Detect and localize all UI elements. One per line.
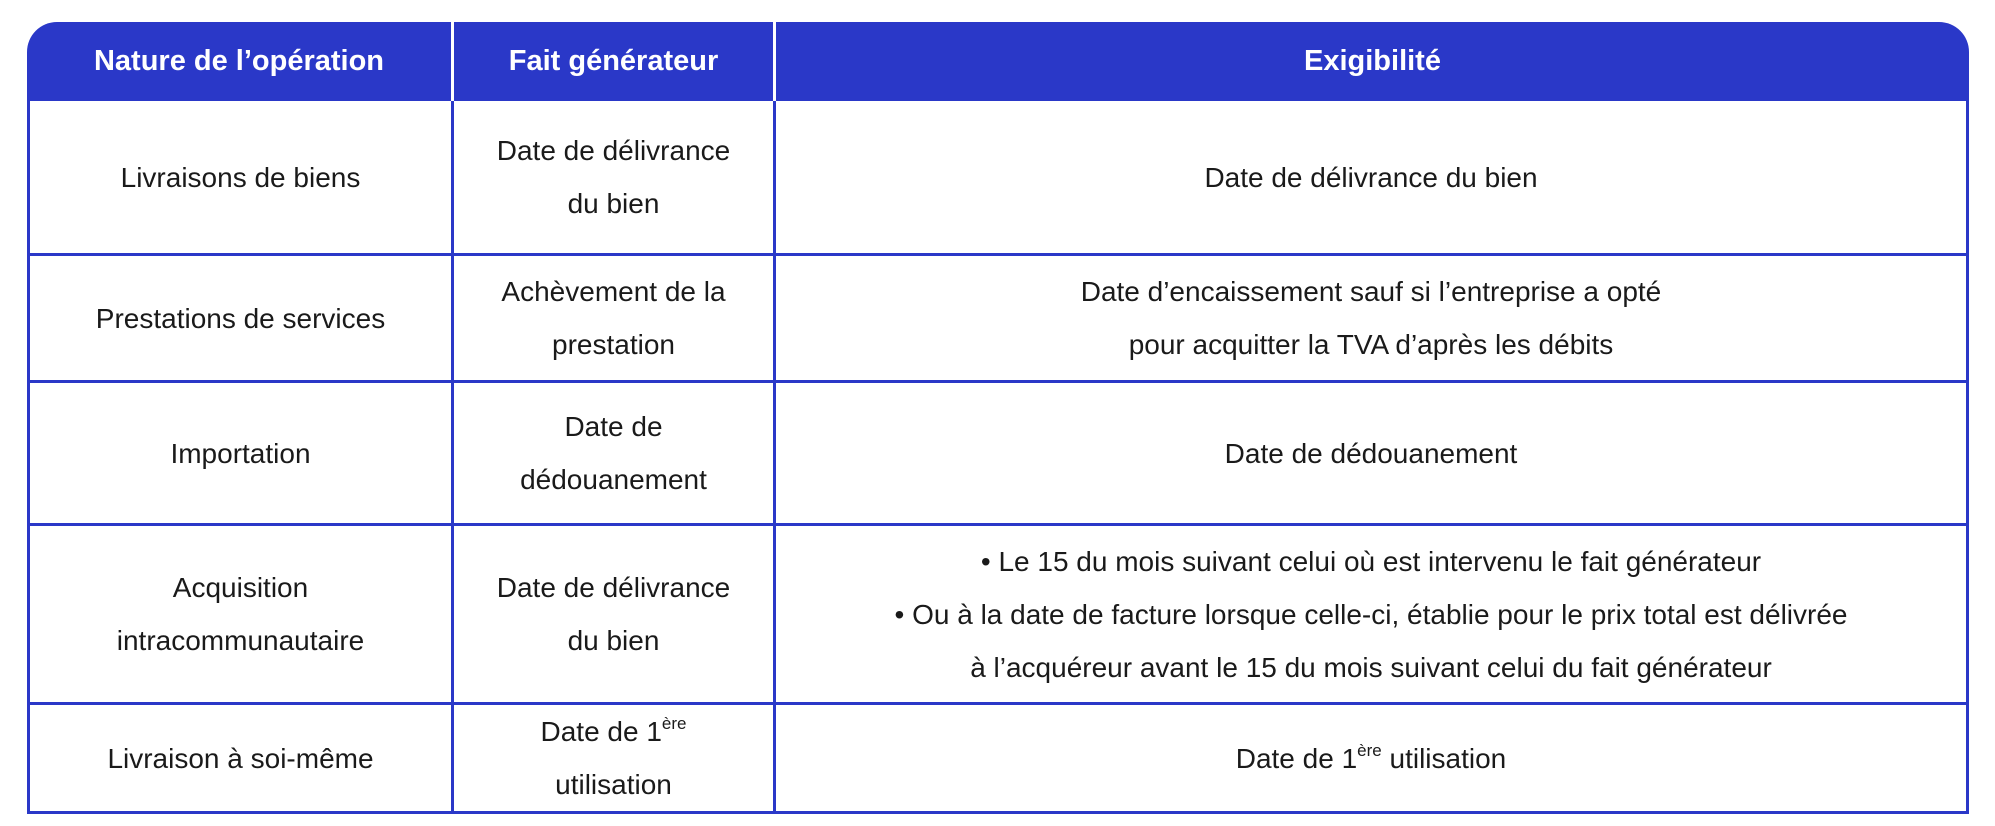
- cell-exigibilite: [776, 256, 1969, 383]
- cell-fait: [454, 383, 776, 526]
- cell-text: Acquisition: [172, 572, 309, 603]
- cell-nature: [27, 526, 454, 705]
- cell-text: Achèvement de la: [501, 276, 726, 307]
- cell-text-line-1: [468, 705, 759, 758]
- cell-text: du bien: [567, 188, 660, 219]
- cell-text: Date d’encaissement sauf si l’entreprise a opté: [1080, 276, 1662, 307]
- cell-text: pour acquitter la TVA d’après les débits: [1128, 329, 1614, 360]
- cell-text: Date de 1: [1235, 742, 1358, 774]
- cell-text: du bien: [567, 625, 660, 656]
- header-nature: Nature de l’opération: [27, 22, 454, 101]
- header-row: [27, 22, 1969, 101]
- cell-text: utilisation: [555, 769, 672, 800]
- cell-text-line-1: [790, 732, 1952, 785]
- vat-table-container: [27, 22, 1969, 814]
- cell-text: Date de dédouanement: [1224, 437, 1518, 469]
- cell-text: Date de: [564, 411, 663, 442]
- table-row: [27, 705, 1969, 814]
- cell-nature: [27, 383, 454, 526]
- cell-text: • Ou à la date de facture lorsque celle-ci, établie pour le prix total est délivrée: [894, 598, 1848, 630]
- cell-text: Importation: [170, 437, 311, 469]
- cell-nature: [27, 705, 454, 814]
- table-row: [27, 256, 1969, 383]
- cell-text: prestation: [552, 329, 675, 360]
- ordinal-superscript: ère: [1357, 740, 1382, 760]
- cell-text: Date de 1: [540, 716, 662, 747]
- table-row: [27, 101, 1969, 256]
- cell-exigibilite: [776, 705, 1969, 814]
- table-row: [27, 383, 1969, 526]
- cell-fait: [454, 705, 776, 814]
- cell-fait: [454, 526, 776, 705]
- cell-text: intracommunautaire: [116, 625, 365, 656]
- cell-text: • Le 15 du mois suivant celui où est intervenu le fait générateur: [980, 545, 1762, 577]
- header-exigibilite: Exigibilité: [776, 22, 1969, 101]
- ordinal-superscript: ère: [661, 714, 687, 733]
- cell-exigibilite: [776, 383, 1969, 526]
- cell-text: Date de délivrance: [496, 135, 731, 166]
- cell-fait: [454, 256, 776, 383]
- cell-text: Livraison à soi-même: [107, 742, 374, 774]
- cell-nature: [27, 256, 454, 383]
- cell-text: Date de délivrance du bien: [1204, 161, 1538, 193]
- cell-text: Livraisons de biens: [120, 161, 361, 193]
- cell-text: dédouanement: [520, 464, 707, 495]
- vat-table: [27, 22, 1969, 814]
- cell-text: utilisation: [1381, 742, 1507, 774]
- header-fait-generateur: Fait générateur: [454, 22, 776, 101]
- cell-text: Date de délivrance: [496, 572, 731, 603]
- cell-fait: [454, 101, 776, 256]
- cell-exigibilite: [776, 526, 1969, 705]
- table-row: [27, 526, 1969, 705]
- cell-exigibilite: [776, 101, 1969, 256]
- cell-nature: [27, 101, 454, 256]
- cell-text: Prestations de services: [95, 302, 386, 334]
- cell-text: à l’acquéreur avant le 15 du mois suivant celui du fait générateur: [970, 651, 1772, 683]
